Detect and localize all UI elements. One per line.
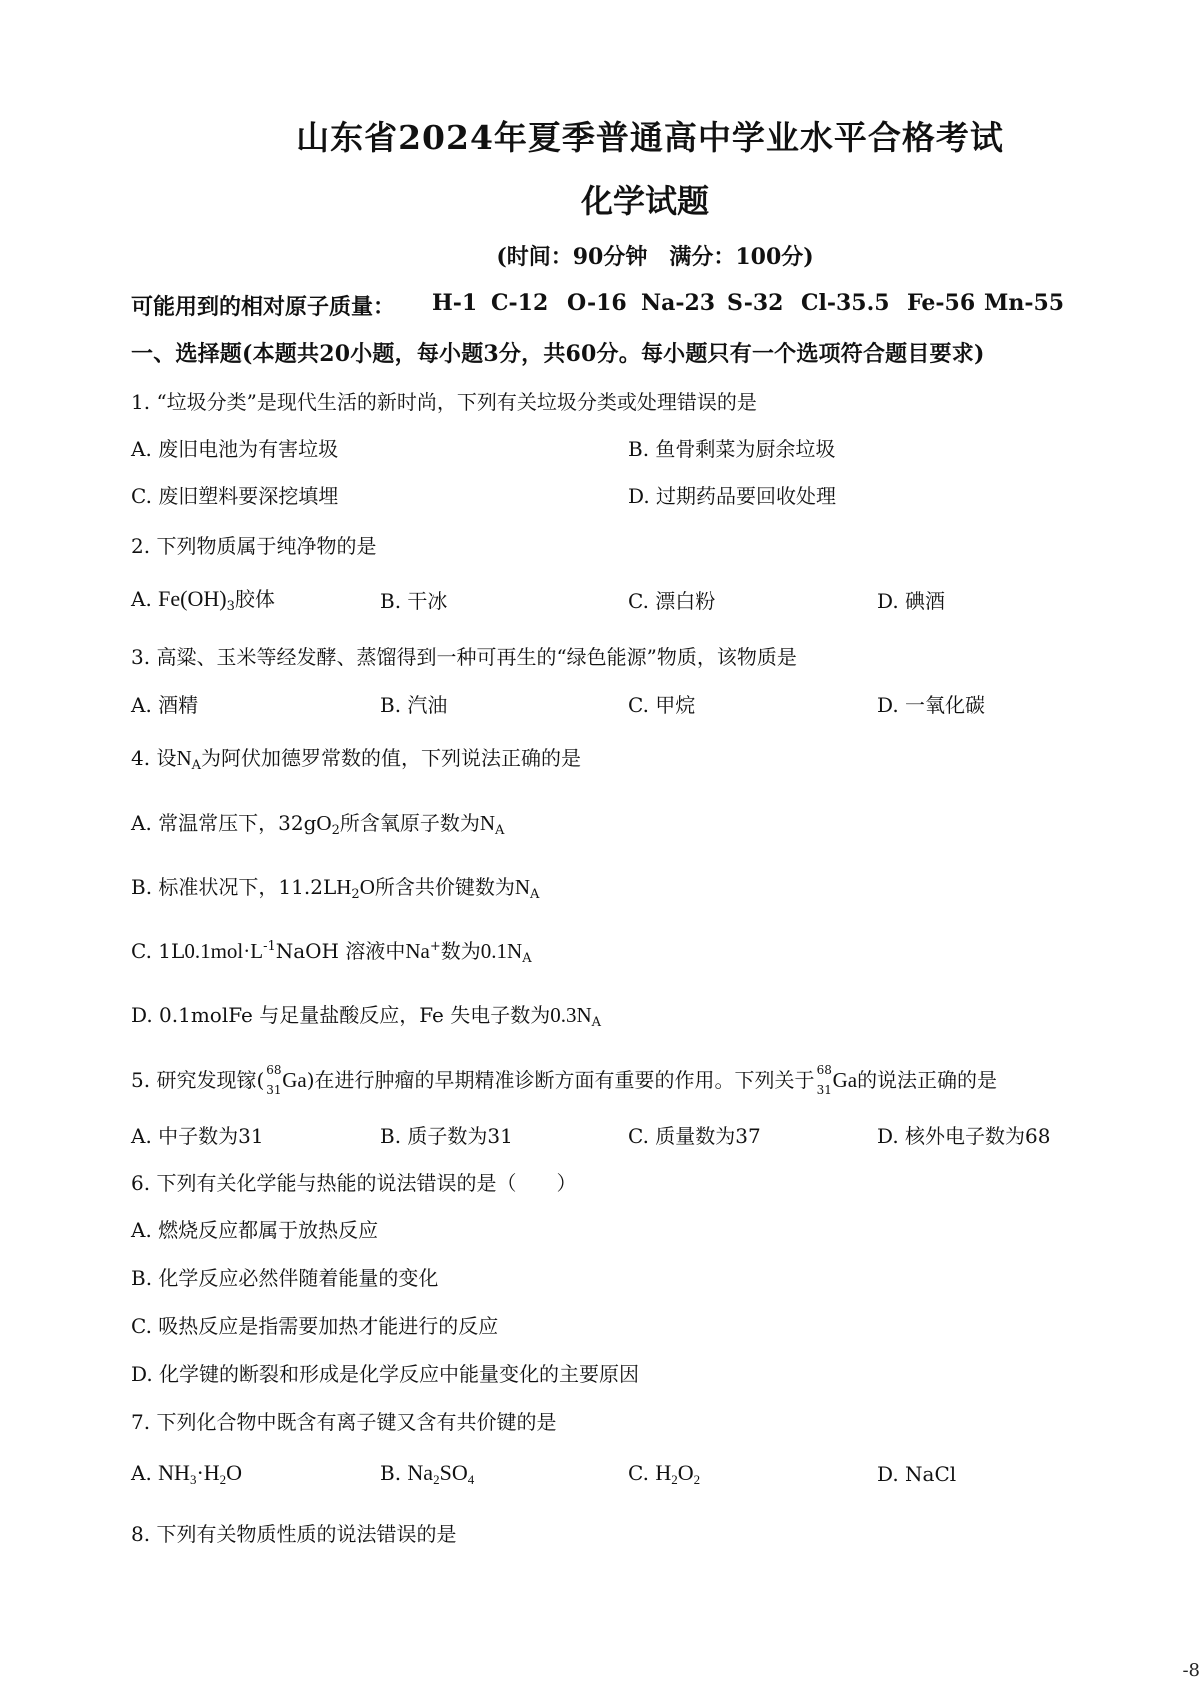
subscript: 2 xyxy=(219,1472,227,1487)
option-letter: B. xyxy=(380,1461,402,1485)
chem-formula: O xyxy=(677,1460,694,1485)
q2-option-d: D. 碘酒 xyxy=(877,589,946,613)
option-text: 数为 xyxy=(440,939,481,963)
subscript: 2 xyxy=(671,1472,678,1487)
q7-stem: 7. 下列化合物中既含有离子键又含有共价键的是 xyxy=(131,1410,557,1434)
subscript: 2 xyxy=(433,1472,440,1487)
q2-option-b: B. 干冰 xyxy=(380,589,448,613)
subscript: A xyxy=(495,823,505,838)
page-number-mark: -8 xyxy=(1182,1660,1200,1681)
subscript: 2 xyxy=(351,887,360,902)
section-title: 一、选择题(本题共20小题，每小题3分，共60分。每小题只有一个选项符合题目要求) xyxy=(131,341,985,367)
q7-option-d: D. NaCl xyxy=(877,1462,957,1486)
q5-option-d: D. 核外电子数为68 xyxy=(877,1124,1051,1148)
chem-formula: O xyxy=(226,1460,243,1485)
stem-text: 4. 设 xyxy=(131,746,177,770)
avogadro-symbol: N xyxy=(176,746,192,770)
mass-number: 68 xyxy=(816,1062,832,1077)
superscript: + xyxy=(429,939,441,954)
option-text: 所含氧原子数为 xyxy=(339,811,480,835)
chem-formula: O xyxy=(359,875,375,899)
atomic-number: 31 xyxy=(266,1082,282,1097)
subscript: 2 xyxy=(331,823,340,838)
q2-option-a xyxy=(131,583,275,614)
q1-stem: 1. “垃圾分类”是现代生活的新时尚，下列有关垃圾分类或处理错误的是 xyxy=(131,390,757,414)
option-text: B. 标准状况下，11.2L xyxy=(131,875,337,899)
q5-option-b: B. 质子数为31 xyxy=(380,1124,513,1148)
subscript: 2 xyxy=(693,1472,701,1487)
stem-text: 的说法正确的是 xyxy=(857,1068,998,1092)
option-text: A. 常温常压下，32g xyxy=(131,811,317,835)
chem-formula: Fe(OH) xyxy=(158,586,227,611)
option-letter: A. xyxy=(131,1461,152,1485)
subscript: A xyxy=(191,758,202,773)
stem-text: )在进行肿瘤的早期精准诊断方面有重要的作用。下列关于 xyxy=(306,1068,815,1092)
q1-option-a: A. 废旧电池为有害垃圾 xyxy=(131,437,339,461)
option-letter: A. xyxy=(131,587,152,611)
q1-option-d: D. 过期药品要回收处理 xyxy=(628,484,837,508)
chem-formula: NH xyxy=(158,1460,190,1485)
q3-option-d: D. 一氧化碳 xyxy=(877,693,986,717)
chem-formula: H xyxy=(336,875,352,899)
atomic-mass-mn: Mn-55 xyxy=(984,290,1065,316)
q7-option-c xyxy=(628,1460,700,1488)
nuclide-notation xyxy=(815,1062,833,1097)
q7-option-a xyxy=(131,1460,242,1488)
atomic-mass-fe: Fe-56 xyxy=(907,290,976,316)
value: 0.3N xyxy=(550,1003,592,1027)
avogadro-symbol: N xyxy=(479,811,496,835)
ion-symbol: Na xyxy=(405,939,430,963)
mass-number: 68 xyxy=(266,1062,282,1077)
exam-title: 山东省2024年夏季普通高中学业水平合格考试 xyxy=(296,118,1004,157)
atomic-number: 31 xyxy=(816,1082,832,1097)
q6-option-a: A. 燃烧反应都属于放热反应 xyxy=(131,1218,379,1242)
chem-formula: Na xyxy=(407,1460,434,1485)
chem-formula: SO xyxy=(439,1460,468,1485)
q4-option-c xyxy=(131,935,532,966)
q2-stem: 2. 下列物质属于纯净物的是 xyxy=(131,534,377,558)
atomic-mass-h: H-1 xyxy=(432,290,478,316)
atomic-mass-na: Na-23 xyxy=(641,290,716,316)
q4-option-a xyxy=(131,807,504,838)
value: 0.1N xyxy=(480,939,523,963)
subscript: A xyxy=(530,887,540,902)
q6-option-d: D. 化学键的断裂和形成是化学反应中能量变化的主要原因 xyxy=(131,1362,640,1386)
superscript: -1 xyxy=(263,939,276,954)
chem-formula: H xyxy=(655,1460,672,1485)
q7-option-b xyxy=(380,1460,474,1488)
q1-option-c: C. 废旧塑料要深挖填埋 xyxy=(131,484,339,508)
element-symbol: Ga xyxy=(282,1068,307,1092)
q3-option-b: B. 汽油 xyxy=(380,693,448,717)
avogadro-symbol: N xyxy=(514,875,531,899)
option-text: D. 0.1molFe 与足量盐酸反应，Fe 失电子数为 xyxy=(131,1003,551,1027)
q6-stem: 6. 下列有关化学能与热能的说法错误的是（ ） xyxy=(131,1171,577,1195)
q4-stem xyxy=(131,742,581,773)
subscript: A xyxy=(591,1015,602,1030)
subscript: A xyxy=(522,951,532,966)
q3-option-a: A. 酒精 xyxy=(131,693,199,717)
option-text: 胶体 xyxy=(234,587,275,611)
subscript: 3 xyxy=(226,599,235,614)
q3-option-c: C. 甲烷 xyxy=(628,693,696,717)
q5-stem xyxy=(131,1062,998,1097)
chem-formula: ·H xyxy=(196,1460,220,1485)
q2-option-c: C. 漂白粉 xyxy=(628,589,716,613)
exam-subject: 化学试题 xyxy=(580,182,709,220)
element-symbol: Ga xyxy=(832,1068,858,1092)
option-text: C. 1L xyxy=(131,939,185,963)
q8-stem: 8. 下列有关物质性质的说法错误的是 xyxy=(131,1522,457,1546)
subscript: 3 xyxy=(189,1472,197,1487)
q6-option-c: C. 吸热反应是指需要加热才能进行的反应 xyxy=(131,1314,499,1338)
stem-text: 为阿伏加德罗常数的值，下列说法正确的是 xyxy=(201,746,582,770)
atomic-masses-label: 可能用到的相对原子质量： xyxy=(131,294,396,320)
subscript: 4 xyxy=(467,1472,475,1487)
nuclide-notation xyxy=(264,1062,282,1097)
option-letter: C. xyxy=(628,1461,649,1485)
option-text: NaOH 溶液中 xyxy=(275,939,406,963)
atomic-mass-c: C-12 xyxy=(491,290,549,316)
exam-time-info: (时间：90分钟 满分：100分) xyxy=(496,244,814,270)
atomic-mass-cl: Cl-35.5 xyxy=(801,290,890,316)
atomic-mass-s: S-32 xyxy=(727,290,784,316)
q5-option-a: A. 中子数为31 xyxy=(131,1124,264,1148)
q1-option-b: B. 鱼骨剩菜为厨余垃圾 xyxy=(628,437,836,461)
q3-stem: 3. 高粱、玉米等经发酵、蒸馏得到一种可再生的“绿色能源”物质，该物质是 xyxy=(131,645,797,669)
stem-text: 5. 研究发现镓( xyxy=(131,1068,265,1092)
q4-option-b xyxy=(131,871,539,902)
atomic-mass-o: O-16 xyxy=(567,290,627,316)
concentration: 0.1mol·L xyxy=(184,939,264,963)
q5-option-c: C. 质量数为37 xyxy=(628,1124,761,1148)
q4-option-d xyxy=(131,999,601,1030)
q6-option-b: B. 化学反应必然伴随着能量的变化 xyxy=(131,1266,439,1290)
option-text: 所含共价键数为 xyxy=(374,875,515,899)
chem-formula: O xyxy=(316,811,332,835)
